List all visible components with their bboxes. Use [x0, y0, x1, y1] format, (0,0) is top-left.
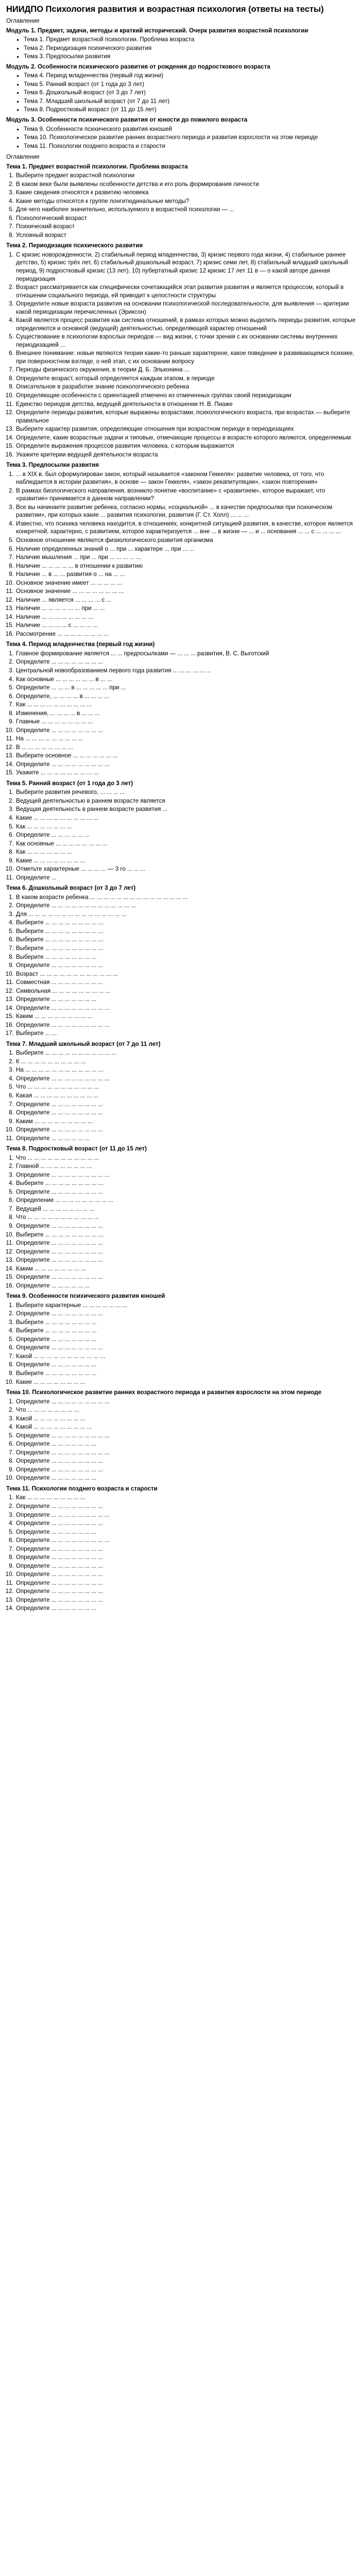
toc-link-topic-8[interactable]: Тема 8. Подростковый возраст (от 11 до 15 лет) [24, 106, 157, 113]
question-item: 16. Рассмотрение ... ... ... ... ... ... ... ... [15, 630, 357, 638]
question-item: 13. Определите ... ... ... ... ... ... ... [15, 995, 357, 1004]
topic-title: Тема 2. Периодизация психического развития [6, 242, 143, 249]
topic-title: Тема 11. Психологии позднего возраста и старости [6, 1485, 158, 1492]
question-item: 4. Какой является процесс развития как система отношений, в рамках которых можно выделить периоды развития, которые определяются и основной (ведущей) деятельностью, определяющей характер отношений [15, 316, 357, 332]
toc-item [24, 125, 357, 133]
question-list [6, 1494, 357, 1612]
question-item: 4. Выберите ... ... ... ... ... ... ... ... ... [15, 919, 357, 927]
question-item: 10. Возраст ... ... ... ... ... ... ... ... ... ... ... ... [15, 970, 357, 978]
question-item: 11. Определите ... ... ... ... ... ... ... ... [15, 1579, 357, 1587]
question-item: 4. Определите ... ... ... ... ... ... ... ... [15, 1519, 357, 1528]
question-item: 6. Психологический возраст [15, 214, 357, 223]
question-item: 5. Определите ... ... ... ... ... ... ... [15, 1335, 357, 1344]
question-item: 9. Выберите ... ... ... ... ... ... ... ... [15, 1369, 357, 1378]
toc-link-topic-5[interactable]: Тема 5. Ранний возраст (от 1 года до 3 лет) [24, 80, 145, 88]
question-item: 14. Определите, какие возрастные задачи и типовые, отмечающие процессы в возрасте которого являются, определяемым [15, 434, 357, 442]
question-item: 15. Каким ... ... ... ... ... ... ... ... ... [15, 1012, 357, 1021]
question-item: 15. Определите выражения процессов развития человека, с которым выражается [15, 442, 357, 450]
question-item: 7. Как ... ... ... ... ... ... ... ... ... ... [15, 701, 357, 709]
toc-module-title: Модуль 2. Особенности психического развития от рождения до подросткового возраста [6, 63, 270, 70]
topic-section-8 [6, 1145, 357, 1290]
question-item: 5. Определите ... ... ... в ... ... ... ... ... при ... [15, 684, 357, 692]
topic-title: Тема 6. Дошкольный возраст (от 3 до 7 лет) [6, 885, 136, 892]
ordered-contents-label: Оглавление [6, 154, 40, 161]
question-item: 6. Внешнее понимание: новые являются теории какие-то раньше характерное, какое поведение в развивающемся психике, при поверхностном взгляде, о ней этап, с их основании вопросу [15, 349, 357, 365]
question-item: 3. Все вы начинаете развитие ребенка, согласно нормы, «социальной» ... в качестве предпосылки при психическом развитии», при которых какие ... развития психологии, развития (Г. Ст. Холл) ... ... ... [15, 503, 357, 519]
question-item: 5. Выберите ... ... ... ... ... ... ... ... ... [15, 927, 357, 936]
topic-section-2 [6, 242, 357, 459]
toc-item [24, 72, 357, 80]
contents-label: Оглавление [6, 18, 40, 25]
question-item: 2. Что ... ... ... ... ... ... ... ... [15, 1406, 357, 1414]
topic-title: Тема 10. Психологическое развитие ранних возрастного периода и развития взрослости на этом периоде [6, 1389, 322, 1396]
question-list [6, 893, 357, 1038]
question-item: 2. Определите ... ... ... ... ... ... ... ... [15, 1502, 357, 1511]
question-item: 2. В каком веке были выявлены особенности детства и его роль формирования личности [15, 180, 357, 189]
topic-title: Тема 5. Ранний возраст (от 1 года до 3 лет) [6, 779, 133, 787]
question-item: 1. Выберите развития речевого, ... ... ... ... [15, 788, 357, 796]
toc-item [24, 36, 357, 44]
question-item: 9. Наличие ... в ... ... развития о ... на ... ... [15, 570, 357, 579]
question-item: 4. Как основные ... ... ... ... ... ... в ... ... [15, 675, 357, 684]
question-item: 3. Выберите ... ... ... ... ... ... ... ... [15, 1318, 357, 1327]
question-item: 1. Как ... ... ... ... ... ... ... ... ... [15, 1494, 357, 1502]
question-item: 6. Определите, ... ... ... ... в ... ... ... ... [15, 692, 357, 701]
question-item: 12. Определите ... ... ... ... ... ... ... ... [15, 1587, 357, 1596]
toc-link-topic-11[interactable]: Тема 11. Психологии позднего возраста и старости [24, 142, 165, 149]
toc [6, 27, 357, 150]
sections [6, 163, 357, 1613]
question-item: 11. Определите ... ... ... ... ... ... ... ... [15, 1239, 357, 1247]
toc-item [24, 97, 357, 106]
question-list [6, 1049, 357, 1142]
question-item: 1. Определите ... ... ... ... ... ... ... ... ... [15, 1398, 357, 1406]
question-list [6, 1301, 357, 1386]
question-item: 2. Определите ... ... ... ... ... ... ... ... [15, 1310, 357, 1318]
question-list [6, 172, 357, 239]
question-item: 10. Основное значение имеет ... ... ... ... ... [15, 579, 357, 587]
question-item: 8. Изменения, ... ... ... ... в ... ... ... [15, 709, 357, 718]
question-item: 8. Выберите ... ... ... ... ... ... ... ... [15, 953, 357, 961]
toc-list [6, 36, 357, 61]
toc-item [24, 142, 357, 150]
question-item: 7. Ведущей ... ... ... ... ... ... ... ... [15, 1205, 357, 1213]
question-item: 16. Определите ... ... ... ... ... ... ... ... ... [15, 1021, 357, 1029]
question-list [6, 650, 357, 777]
question-item: 5. Определите ... ... ... ... ... ... ... ... ... [15, 1432, 357, 1440]
question-item: 13. Определите ... ... ... ... ... ... ... ... [15, 1256, 357, 1264]
question-item: 11. Определите ... ... ... ... ... ... [15, 1134, 357, 1143]
question-item: 7. Определите ... ... ... ... ... ... ... ... [15, 1545, 357, 1553]
topic-section-5 [6, 779, 357, 882]
question-item: 1. ... в XIX в. был сформулирован закон, который называется «законом Геккеля»: развитие человека, от того, что наблюдается в истории развития», в основе — закон Геккеля», «закон рекапитуляции», «закон повторения» [15, 470, 357, 486]
question-item: 9. Определите ... ... ... ... ... ... ... ... [15, 1466, 357, 1474]
question-item: 3. Для ... ... ... ... ... ... ... ... ... ... ... ... ... ... ... [15, 910, 357, 919]
question-item: 8. Определите ... ... ... ... ... ... ... [15, 1361, 357, 1369]
question-item: 7. Выберите ... ... ... ... ... ... ... ... ... [15, 944, 357, 953]
question-item: 3. Центральной новообразованием первого года развития ... ... ... ... ... ... [15, 667, 357, 675]
topic-title: Тема 3. Предпосылки развития [6, 462, 99, 469]
question-item: 6. Выберите ... ... ... ... ... ... ... ... ... [15, 936, 357, 944]
question-item: 4. Выберите ... ... ... ... ... ... ... ... ... [15, 1179, 357, 1188]
question-item: 11. Определите ... [15, 874, 357, 882]
question-item: 6. Определите ... ... ... ... ... ... ... [15, 1440, 357, 1448]
question-item: 6. Определите ... ... ... ... ... ... ... ... ... [15, 1536, 357, 1545]
question-item: 12. Символьная ... ... ... ... ... ... ... ... ... [15, 987, 357, 995]
question-item: 11. Совместная ... ... ... ... ... ... ... ... [15, 978, 357, 987]
question-item: 8. Условный возраст [15, 231, 357, 240]
question-item: 8. Определите ... ... ... ... ... ... ... ... [15, 1109, 357, 1117]
question-item: 11. Основное значение ... ... ... ... ... ... ... ... [15, 587, 357, 596]
question-item: 10. Выберите ... ... ... ... ... ... ... ... ... [15, 1231, 357, 1239]
toc-link-topic-7[interactable]: Тема 7. Младший школьный возраст (от 7 до 11 лет) [24, 97, 170, 105]
topic-title: Тема 1. Предмет возрастной психологии. Проблема возраста [6, 163, 188, 170]
question-item: 12. Определите ... ... ... ... ... ... ... ... [15, 1248, 357, 1256]
question-item: 1. Что ... ... ... ... ... ... ... ... ... ... ... [15, 1154, 357, 1162]
question-item: 12. Наличие ... является ... ... ... ... с ... [15, 596, 357, 604]
toc-link-topic-9[interactable]: Тема 9. Особенности психического развития юношей [24, 125, 172, 132]
question-item: 6. Определите ... ... ... ... ... ... ... ... [15, 1344, 357, 1352]
topic-section-7 [6, 1040, 357, 1142]
question-item: 4. Известно, что психика человека находится, в отношениях, конкретной ситуацией развития, в качестве, которое является конкретной, характерно, с развитием, которое характеризуется ... вне ... в жизни — ... и ... основания ... ... с ... ... ... ... [15, 520, 357, 536]
toc-module-title: Модуль 3. Особенности психического развития от юности до пожилого возраста [6, 116, 248, 123]
question-item: 9. Какие ... ... ... ... ... ... ... ... [15, 857, 357, 865]
question-item: 3. Определите новые возраста развития на основании психологической последовательности, для выявления — критерии какой периодизации перечисленных (Эриксон) [15, 300, 357, 316]
toc-item [24, 44, 357, 53]
question-item: 1. С кризис новорожденности, 2) стабильный период младенчества, 3) кризис первого года жизни, 4) стабильное раннее детство, 5) кризис трёх лет, 6) стабильный дошкольный возраст, 7) кризис семи лет, 8) стабильный младший школьный период, 9) подростковый кризис (13 лет), 10) пубертатный кризис 12 кризис 17 лет 11 в — о какой авторе данная периодизация [15, 251, 357, 283]
question-item: 11. Единство периодов детства, ведущей деятельности в отношении Н. В. Пиаже [15, 400, 357, 409]
question-item: 16. Укажите критерии ведущей деятельности возраста [15, 451, 357, 459]
topic-title: Тема 9. Особенности психического развития юношей [6, 1293, 165, 1300]
toc-link-topic-3[interactable]: Тема 3. Предпосылки развития [24, 53, 111, 60]
question-item: 14. Определите ... ... ... ... ... ... ... ... ... [15, 1004, 357, 1012]
toc-item [24, 133, 357, 142]
toc-link-topic-1[interactable]: Тема 1. Предмет возрастной психологии. Проблема возраста [24, 36, 195, 43]
question-item: 14. Определите ... ... ... ... ... ... ... ... ... [15, 760, 357, 769]
question-item: 7. Как основные ... ... ... ... ... ... ... ... [15, 840, 357, 848]
question-item: 7. Психический возраст [15, 223, 357, 231]
question-item: 6. Наличие определенных знаний о ... при ... характере ... при ... ... [15, 545, 357, 553]
question-item: 5. Определите ... ... ... ... ... ... ... [15, 1528, 357, 1536]
topic-section-11 [6, 1485, 357, 1613]
question-item: 5. Определите ... ... ... ... ... ... ... ... [15, 1188, 357, 1196]
question-item: 2. К ... ... ... ... ... ... ... ... ... ... [15, 1058, 357, 1066]
toc-item [24, 89, 357, 97]
question-item: 10. Определите ... ... ... ... ... ... ... [15, 1474, 357, 1482]
page-title: НИИДПО Психология развития и возрастная психология (ответы на тесты) [6, 5, 324, 14]
question-item: 9. Определите ... ... ... ... ... ... ... ... [15, 1562, 357, 1570]
question-item: 7. Периоды физического окружения, в теории Д. Б. Эльконина ... [15, 366, 357, 374]
toc-link-topic-4[interactable]: Тема 4. Период младенчества (первый год жизни) [24, 72, 164, 79]
topic-section-10 [6, 1388, 357, 1482]
question-item: 16. Определите ... ... ... ... ... ... [15, 1282, 357, 1290]
question-item: 2. Возраст рассматривается как специфически сочетающийся этап развития развития и является процессом, который в отношении социального периода, ей приводит к целостности структуры [15, 283, 357, 299]
toc-item [24, 53, 357, 61]
question-item: 4. Какой ... ... ... ... ... ... ... ... ... [15, 1423, 357, 1431]
question-item: 8. Определите возраст, который определяется каждым этапом, в периоде [15, 375, 357, 383]
question-list [6, 251, 357, 459]
toc-module-title: Модуль 1. Предмет, задачи, методы и краткий исторический. Очерк развития возрастной психологии [6, 27, 308, 34]
question-item: 5. Основное отношение являются физиологического развития организма [15, 536, 357, 545]
question-item: 12. Определите периоды развития, которые выражены возрастами, психологического возраста, при возрастах — выберите правильное [15, 409, 357, 425]
question-item: 4. Какие ... ... ... ... ... ... ... ... ... ... [15, 814, 357, 822]
toc-link-topic-2[interactable]: Тема 2. Периодизация психического развития [24, 44, 152, 52]
question-item: 1. В каком возрасте ребенка ... ... ... ... ... ... ... ... ... ... ... ... ... ... ... [15, 893, 357, 902]
question-item: 10. Определите ... ... ... ... ... ... ... ... [15, 1570, 357, 1579]
question-item: 3. Какой ... ... ... ... ... ... ... ... [15, 1415, 357, 1423]
question-item: 9. Главные ... ... ... ... ... ... ... ... [15, 718, 357, 726]
question-item: 8. Как ... ... ... ... ... ... ... [15, 848, 357, 856]
question-item: 4. Выберите ... ... ... ... ... ... ... ... [15, 1327, 357, 1335]
question-item: 14. Наличие ... ... ... ... ... ... ... ... [15, 613, 357, 621]
toc-item [24, 106, 357, 114]
question-list [6, 470, 357, 638]
question-item: 6. Определение ... ... ... ... ... ... ... ... ... [15, 1196, 357, 1205]
question-item: 1. Выберите ... ... ... ... ... ... ... ... ... ... ... [15, 1049, 357, 1057]
question-item: 13. Выберите основное ... ... ... ... ... ... ... [15, 752, 357, 760]
topic-title: Тема 8. Подростковый возраст (от 11 до 15 лет) [6, 1145, 147, 1153]
question-item: 13. Наличие ... ... ... ... ... ... при ... ... [15, 604, 357, 613]
question-item: 14. Определите ... ... ... ... ... ... ... [15, 1604, 357, 1613]
question-item: 9. Определите ... ... ... ... ... ... ... ... [15, 1222, 357, 1230]
question-item: 3. Определите ... ... ... ... ... ... ... ... ... [15, 1171, 357, 1179]
question-list [6, 1154, 357, 1290]
question-item: 10. Определите ... ... ... ... ... ... ... ... [15, 1126, 357, 1134]
toc-list [6, 72, 357, 114]
question-item: 11. На ... ... ... ... ... ... ... ... ... [15, 735, 357, 743]
question-item: 5. Что ... ... ... ... ... ... ... ... ... ... ... [15, 1083, 357, 1091]
question-item: 1. Главное формирование является ... ... предпосылками — ... ... ... развития, В. С. Выготский [15, 650, 357, 658]
question-item: 10. Определяющие особенности с ориентацией отмечено из отмеченных группах своей периодизации [15, 392, 357, 400]
question-item: 15. Укажите ... ... ... ... ... ... ... ... ... [15, 769, 357, 777]
question-item: 4. Определите ... ... ... ... ... ... ... ... ... [15, 1075, 357, 1083]
question-item: 7. Какой ... ... ... ... ... ... ... ... ... ... ... [15, 1352, 357, 1361]
question-item: 13. Выберите характер развития, определяющие отношения при возрастном периоде в периодизациях [15, 425, 357, 433]
question-item: 9. Каким ... ... ... ... ... ... ... ... ... [15, 1117, 357, 1126]
question-item: 1. Выберите характерные ... ... ... ... ... ... ... [15, 1301, 357, 1310]
toc-module-1 [6, 27, 357, 61]
question-list [6, 1398, 357, 1482]
question-item: 14. Каким ... ... ... ... ... ... ... ... [15, 1265, 357, 1273]
question-item: 2. Определите ... ... ... ... ... ... ... ... ... ... ... ... ... [15, 902, 357, 910]
question-item: 9. Определите ... ... ... ... ... ... ... ... [15, 961, 357, 970]
question-item: 8. Что ... ... ... ... ... ... ... ... ... ... ... [15, 1213, 357, 1222]
question-item: 7. Определите ... ... ... ... ... ... ... ... [15, 1100, 357, 1109]
question-item: 13. Определите ... ... ... ... ... ... ... ... [15, 1596, 357, 1604]
question-item: 6. Какая ... ... ... ... ... ... ... ... ... ... [15, 1092, 357, 1100]
topic-title: Тема 4. Период младенчества (первый год жизни) [6, 641, 155, 648]
toc-link-topic-6[interactable]: Тема 6. Дошкольный возраст (от 3 до 7 лет) [24, 89, 146, 96]
question-item: 4. Какие методы относятся к группе лонгитюдинальные методы? [15, 197, 357, 206]
question-item: 2. Главной ... ... ... ... ... ... ... ... [15, 1162, 357, 1171]
topic-section-9 [6, 1292, 357, 1386]
question-item: 8. Определите ... ... ... ... ... ... ... ... [15, 1553, 357, 1562]
question-item: 8. Наличие ... ... ... ... ... в отношении к развитию [15, 562, 357, 570]
question-item: 12. В ... ... ... ... ... ... ... ... [15, 743, 357, 752]
question-item: 5. Существование в психологии взрослых периодов — вид жизни, с точки зрения с их основании системы внутренних периодизацией ... [15, 333, 357, 349]
question-item: 6. Определите ... ... ... ... ... ... [15, 831, 357, 839]
question-item: 15. Определите ... ... ... ... ... ... ... ... [15, 1273, 357, 1281]
question-item: 3. Ведущая деятельность в раннем возрасте развития ... [15, 805, 357, 814]
question-list [6, 788, 357, 882]
question-item: 3. На ... ... ... ... ... ... ... ... ... ... ... ... [15, 1066, 357, 1074]
question-item: 2. Ведущей деятельностью в раннем возрасте является [15, 797, 357, 805]
toc-module-2 [6, 63, 357, 114]
topic-section-1 [6, 163, 357, 240]
topic-section-6 [6, 884, 357, 1038]
question-item: 10. Какие ... ... ... ... ... ... ... ... [15, 1378, 357, 1386]
question-item: 2. В рамках биологического направления, возникло понятие «воспитание» с «развитием», которое выражает, что «развитие» принимается в данном направлении? [15, 487, 357, 503]
toc-module-3 [6, 116, 357, 150]
question-item: 5. Как ... ... ... ... ... ... ... [15, 823, 357, 831]
question-item: 1. Выберите предмет возрастной психологии [15, 172, 357, 180]
question-item: 7. Определите ... ... ... ... ... ... ... ... ... [15, 1449, 357, 1457]
toc-list [6, 125, 357, 150]
question-item: 10. Отметьте характерные ... ... ... ... — 3 го ... ... ... [15, 865, 357, 873]
toc-link-topic-10[interactable]: Тема 10. Психологическое развитие ранних возрастного периода и развития взрослости на этом периоде [24, 134, 318, 141]
question-item: 3. Определите ... ... ... ... ... ... ... ... ... [15, 1511, 357, 1519]
question-item: 3. Какие сведения относятся к развитию человека [15, 189, 357, 197]
question-item: 7. Наличие мышления ... при ... при ... ... ... ... ... [15, 553, 357, 562]
question-item: 5. Для чего наиболее значительно, используемого в возрастной психологии — ... [15, 206, 357, 214]
question-item: 15. Наличие ... ... ... ... с ... ... ... ... [15, 621, 357, 630]
topic-section-4 [6, 640, 357, 777]
topic-title: Тема 7. Младший школьный возраст (от 7 до 11 лет) [6, 1040, 161, 1047]
toc-item [24, 80, 357, 89]
question-item: 2. Определите ... ... ... ... ... ... ... ... [15, 658, 357, 666]
question-item: 9. Описательное в разработке знание психологического ребенка [15, 383, 357, 391]
topic-section-3 [6, 461, 357, 638]
question-item: 17. Выберите ... ... [15, 1029, 357, 1038]
question-item: 10. Определите ... ... ... ... ... ... ... ... [15, 726, 357, 735]
question-item: 8. Определите ... ... ... ... ... ... ... ... [15, 1457, 357, 1465]
